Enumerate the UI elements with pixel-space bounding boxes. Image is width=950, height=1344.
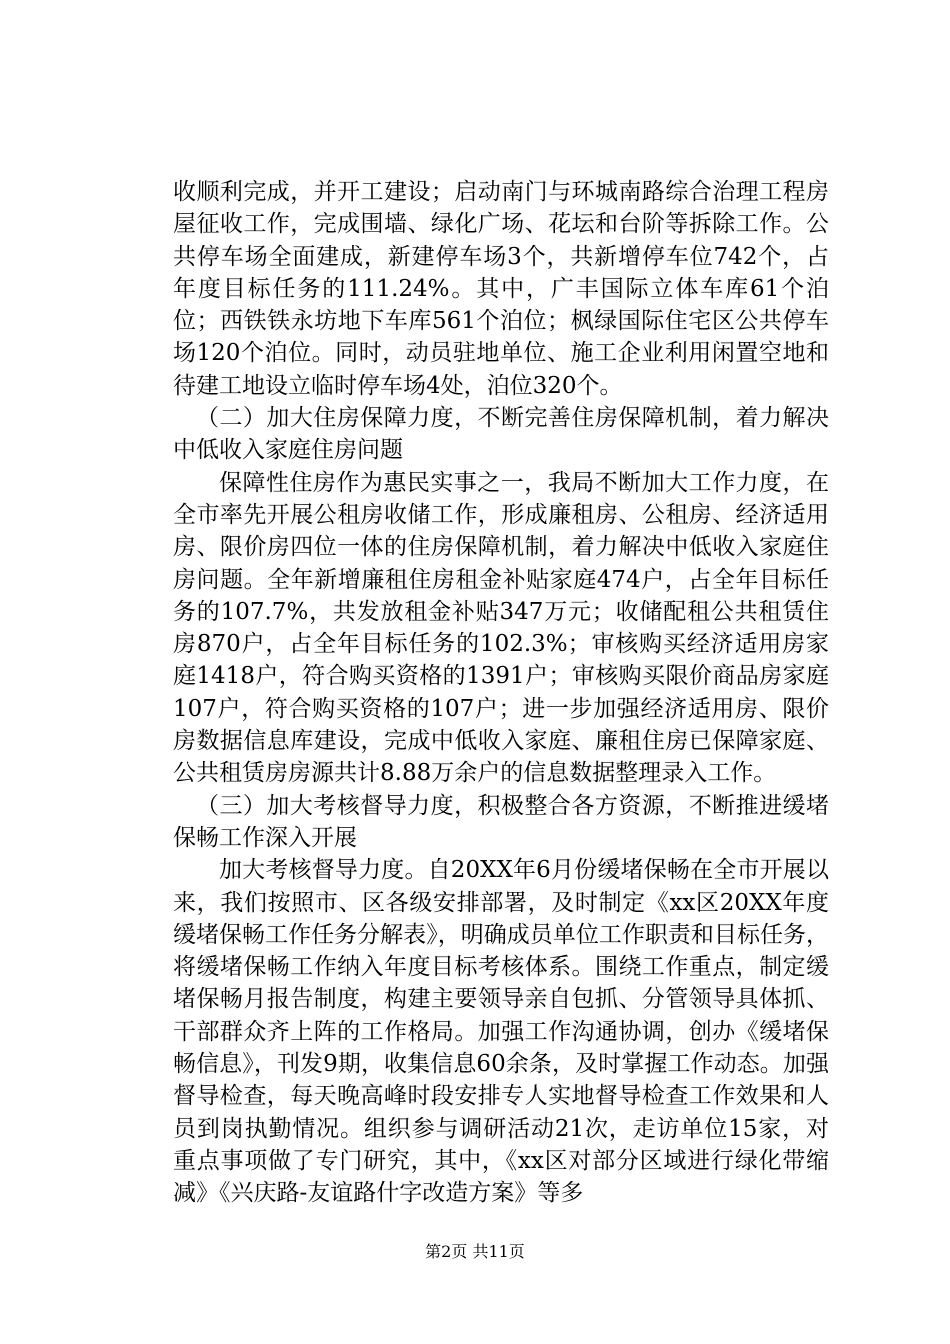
page-number-footer: 第2页 共11页: [425, 1242, 525, 1261]
paragraph-traffic: 加大考核督导力度。自20XX年6月份缓堵保畅在全市开展以来，我们按照市、区各级安排部署，及时制定《xx区20XX年度缓堵保畅工作任务分解表》，明确成员单位工作职责和目标任务，将缓堵保畅工作纳入年度目标考核体系。围绕工作重点，制定缓堵保畅月报告制度，构建主要领导亲自包抓、分管领导具体抓、干部群众齐上阵的工作格局。加强工作沟通协调，创办《缓堵保畅信息》，刊发9期，收集信息60余条，及时掌握工作动态。加强督导检查，每天晚高峰时段安排专人实地督导检查工作效果和人员到岗执勤情况。组织参与调研活动21次，走访单位15家，对重点事项做了专门研究，其中，《xx区对部分区域进行绿化带缩减》《兴庆路-友谊路什字改造方案》等多: [173, 857, 829, 1207]
section-heading-2: （二）加大住房保障力度，不断完善住房保障机制，着力解决中低收入家庭住房问题: [173, 405, 829, 464]
paragraph-continued: 收顺利完成，并开工建设；启动南门与环城南路综合治理工程房屋征收工作，完成围墙、绿化广场、花坛和台阶等拆除工作。公共停车场全面建成，新建停车场3个，共新增停车位742个，占年度目标任务的111.24%。其中，广丰国际立体车库61个泊位；西铁铁永坊地下车库561个泊位；枫绿国际住宅区公共停车场120个泊位。同时，动员驻地单位、施工企业利用闲置空地和待建工地设立临时停车场4处，泊位320个。: [173, 179, 829, 399]
section-heading-3: （三）加大考核督导力度，积极整合各方资源，不断推进缓堵保畅工作深入开展: [173, 792, 829, 851]
document-body: [173, 176, 829, 1210]
paragraph-housing: 保障性住房作为惠民实事之一，我局不断加大工作力度，在全市率先开展公租房收储工作，形成廉租房、公租房、经济适用房、限价房四位一体的住房保障机制，着力解决中低收入家庭住房问题。全年新增廉租住房租金补贴家庭474户，占全年目标任务的107.7%，共发放租金补贴347万元；收储配租公共租赁住房870户，占全年目标任务的102.3%；审核购买经济适用房家庭1418户，符合购买资格的1391户；审核购买限价商品房家庭107户，符合购买资格的107户；进一步加强经济适用房、限价房数据信息库建设，完成中低收入家庭、廉租住房已保障家庭、公共租赁房房源共计8.88万余户的信息数据整理录入工作。: [173, 469, 829, 787]
